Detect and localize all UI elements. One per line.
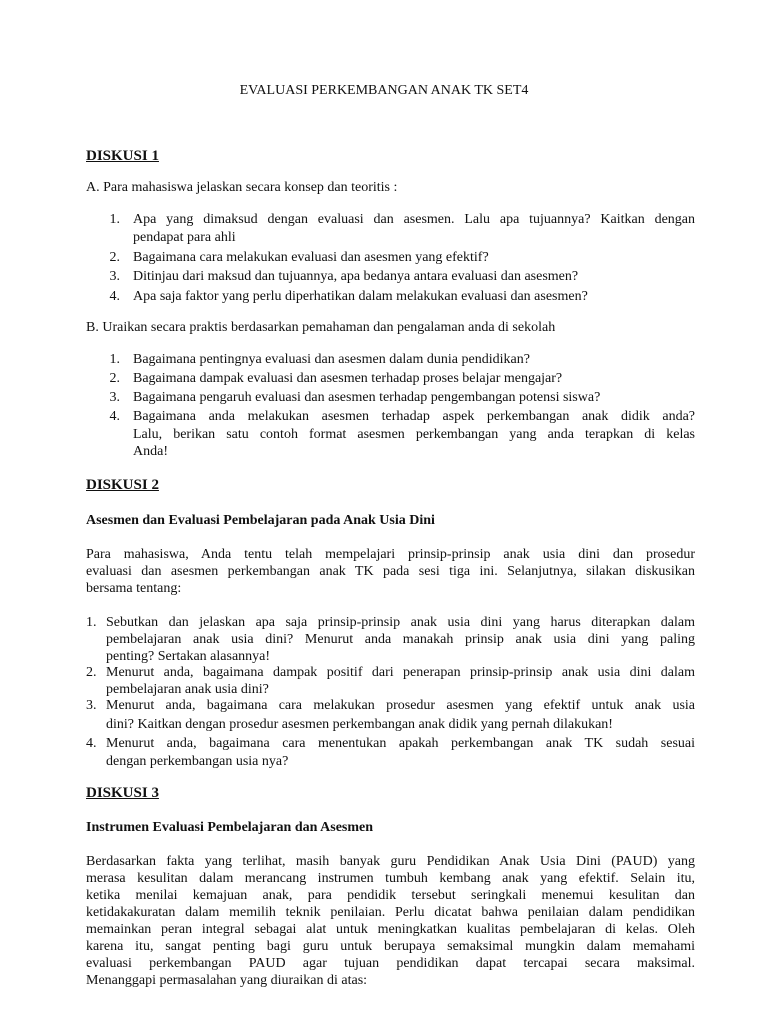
list-item-text: Anda!	[133, 444, 168, 459]
list-item-number: 1.	[109, 352, 120, 367]
list-item-text: dini? Kaitkan dengan prosedur asesmen perkembangan anak didik yang pernah dilakukan!	[106, 717, 613, 732]
list-item-text: dengan perkembangan usia nya?	[106, 754, 289, 769]
paragraph-line: Berdasarkan fakta yang terlihat, masih banyak guru Pendidikan Anak Usia Dini (PAUD) yang	[86, 854, 695, 869]
list-item-text: Menurut anda, bagaimana dampak positif dari penerapan prinsip-prinsip anak usia dini dalam	[106, 665, 695, 680]
list-item-text: Bagaimana pengaruh evaluasi dan asesmen terhadap pengembangan potensi siswa?	[133, 390, 601, 405]
paragraph-line: evaluasi dan asesmen perkembangan anak TK pada sesi tiga ini. Selanjutnya, silakan diskusikan	[86, 564, 695, 579]
list-item-text: Apa saja faktor yang perlu diperhatikan dalam melakukan evaluasi dan asesmen?	[133, 289, 588, 304]
list-item-text: penting? Sertakan alasannya!	[106, 649, 271, 664]
paragraph-line: memainkan peran integral sebagai alat untuk meningkatkan kualitas pembelajaran di kelas. Oleh	[86, 922, 695, 937]
paragraph-line: Para mahasiswa, Anda tentu telah mempelajari prinsip-prinsip anak usia dini dan prosedur	[86, 547, 695, 562]
section-b-intro: B. Uraikan secara praktis berdasarkan pemahaman dan pengalaman anda di sekolah	[86, 320, 556, 335]
list-item-number: 2.	[86, 665, 97, 680]
section-a-intro: A. Para mahasiswa jelaskan secara konsep dan teoritis :	[86, 180, 398, 195]
list-item-number: 4.	[109, 409, 120, 424]
diskusi-2-subheading: Asesmen dan Evaluasi Pembelajaran pada Anak Usia Dini	[86, 513, 435, 528]
list-item-text: Lalu, berikan satu contoh format asesmen perkembangan yang anda terapkan di kelas	[133, 427, 695, 442]
diskusi-2-heading: DISKUSI 2	[86, 477, 159, 493]
paragraph-line: karena itu, sangat penting bagi guru untuk berupaya semaksimal mungkin dalam memahami	[86, 939, 695, 954]
list-item-text: Bagaimana anda melakukan asesmen terhadap aspek perkembangan anak didik anda?	[133, 409, 695, 424]
list-item-number: 4.	[86, 736, 97, 751]
list-item-text: Bagaimana dampak evaluasi dan asesmen terhadap proses belajar mengajar?	[133, 371, 563, 386]
list-item-text: Apa yang dimaksud dengan evaluasi dan asesmen. Lalu apa tujuannya? Kaitkan dengan	[133, 212, 695, 227]
list-item-number: 3.	[109, 390, 120, 405]
diskusi-3-subheading: Instrumen Evaluasi Pembelajaran dan Asesmen	[86, 820, 374, 835]
diskusi-1-heading: DISKUSI 1	[86, 148, 159, 164]
list-item-number: 1.	[109, 212, 120, 227]
list-item-number: 3.	[86, 698, 97, 713]
list-item-number: 1.	[86, 615, 97, 630]
list-item-text: Bagaimana cara melakukan evaluasi dan asesmen yang efektif?	[133, 250, 489, 265]
paragraph-line: Menanggapi permasalahan yang diuraikan di atas:	[86, 973, 368, 988]
list-item-text: Menurut anda, bagaimana cara menentukan apakah perkembangan anak TK sudah sesuai	[106, 736, 695, 751]
diskusi-3-heading: DISKUSI 3	[86, 785, 159, 801]
list-item-text: Menurut anda, bagaimana cara melakukan prosedur asesmen yang efektif untuk anak usia	[106, 698, 695, 713]
paragraph-line: bersama tentang:	[86, 581, 182, 596]
list-item-number: 4.	[109, 289, 120, 304]
paragraph-line: evaluasi perkembangan PAUD agar tujuan pendidikan dapat tercapai secara maksimal.	[86, 956, 695, 971]
list-item-text: Ditinjau dari maksud dan tujuannya, apa bedanya antara evaluasi dan asesmen?	[133, 269, 579, 284]
list-item-number: 3.	[109, 269, 120, 284]
paragraph-line: ketika menilai kemajuan anak, para pendidik tersebut seringkali menemui kesulitan dan	[86, 888, 695, 903]
list-item-number: 2.	[109, 371, 120, 386]
paragraph-line: merasa kesulitan dalam merancang instrumen tumbuh kembang anak yang efektif. Selain itu,	[86, 871, 695, 886]
list-item-number: 2.	[109, 250, 120, 265]
list-item-text: Sebutkan dan jelaskan apa saja prinsip-prinsip anak usia dini yang harus diterapkan dalam	[106, 615, 695, 630]
list-item-text: pembelajaran anak usia dini?	[106, 682, 269, 697]
document-title: EVALUASI PERKEMBANGAN ANAK TK SET4	[239, 83, 529, 98]
list-item-text: pendapat para ahli	[133, 230, 236, 245]
list-item-text: Bagaimana pentingnya evaluasi dan asesmen dalam dunia pendidikan?	[133, 352, 530, 367]
paragraph-line: ketidakakuratan dalam memilih teknik penilaian. Perlu dicatat bahwa penilaian dalam pendidikan	[86, 905, 695, 920]
list-item-text: pembelajaran anak usia dini? Menurut anda manakah prinsip anak usia dini yang paling	[106, 632, 695, 647]
